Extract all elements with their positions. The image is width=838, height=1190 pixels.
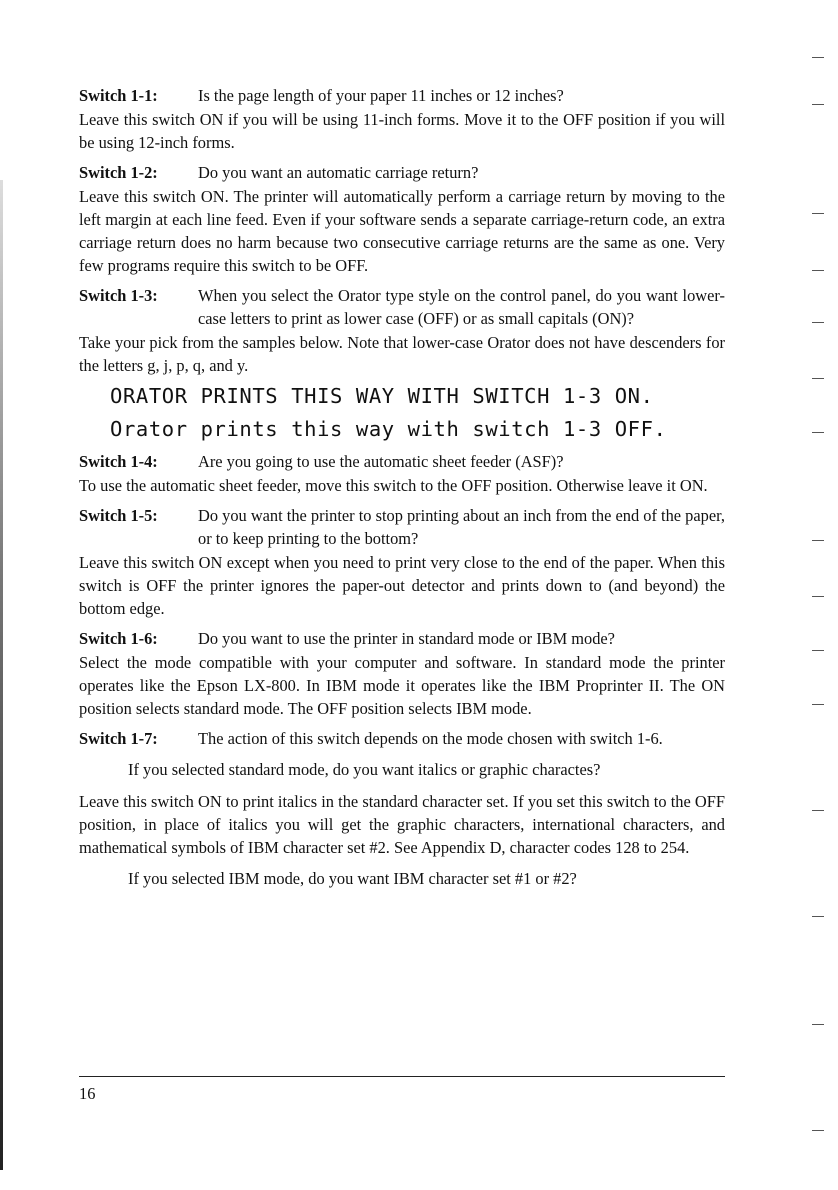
- switch-answer: Leave this switch ON. The printer will automatically perform a carriage return by moving to the left margin at each line feed. Even if your software sends a separate carriage-return code, an extra carriage return does no harm because two consecutive carriage returns are the same as one. Very few programs require this switch to be OFF.: [79, 187, 725, 275]
- switch-1-5-heading: [79, 504, 725, 550]
- scan-margin-marks: [810, 0, 830, 1190]
- ibm-mode-question: If you selected IBM mode, do you want IBM character set #1 or #2?: [128, 869, 577, 888]
- margin-tick: [812, 1130, 824, 1131]
- switch-question: Do you want the printer to stop printing about an inch from the end of the paper, or to keep printing to the bottom?: [198, 506, 725, 548]
- margin-tick: [812, 104, 824, 105]
- margin-tick: [812, 1024, 824, 1025]
- switch-question: When you select the Orator type style on the control panel, do you want lower-case letters to print as lower case (OFF) or as small capitals (ON)?: [198, 286, 725, 328]
- switch-label: Switch 1-3:: [79, 286, 158, 305]
- switch-1-3-heading: [79, 284, 725, 330]
- margin-tick: [812, 596, 824, 597]
- switch-answer: Leave this switch ON if you will be using 11-inch forms. Move it to the OFF position if you will be using 12-inch forms.: [79, 110, 725, 152]
- switch-1-6-heading: [79, 627, 725, 650]
- margin-tick: [812, 322, 824, 323]
- margin-tick: [812, 810, 824, 811]
- scan-left-edge: [0, 180, 3, 1170]
- margin-tick: [812, 213, 824, 214]
- margin-tick: [812, 270, 824, 271]
- switch-question: Is the page length of your paper 11 inches or 12 inches?: [198, 86, 564, 105]
- margin-tick: [812, 540, 824, 541]
- switch-label: Switch 1-2:: [79, 163, 158, 182]
- margin-tick: [812, 916, 824, 917]
- margin-tick: [812, 704, 824, 705]
- footer-rule: [79, 1076, 725, 1077]
- margin-tick: [812, 432, 824, 433]
- switch-label: Switch 1-6:: [79, 629, 158, 648]
- switch-answer: Leave this switch ON except when you need to print very close to the end of the paper. When this switch is OFF the printer ignores the paper-out detector and prints down to (and beyond) the bottom edge.: [79, 553, 725, 618]
- switch-question: Do you want to use the printer in standard mode or IBM mode?: [198, 629, 615, 648]
- margin-tick: [812, 378, 824, 379]
- switch-question: The action of this switch depends on the mode chosen with switch 1-6.: [198, 729, 663, 748]
- switch-label: Switch 1-4:: [79, 452, 158, 471]
- margin-tick: [812, 650, 824, 651]
- switch-label: Switch 1-7:: [79, 729, 158, 748]
- orator-sample-off: Orator prints this way with switch 1-3 OFF.: [110, 417, 667, 441]
- switch-answer: Select the mode compatible with your computer and software. In standard mode the printer operates like the Epson LX-800. In IBM mode it operates like the IBM Proprinter II. The ON position selects standard mode. The OFF position selects IBM mode.: [79, 653, 725, 718]
- switch-1-2-heading: [79, 161, 725, 184]
- switch-1-4-heading: [79, 450, 725, 473]
- switch-answer: Leave this switch ON to print italics in the standard character set. If you set this switch to the OFF position, in place of italics you will get the graphic characters, international characters, and mathematical symbols of IBM character set #2. See Appendix D, character codes 128 to 254.: [79, 792, 725, 857]
- page-number: 16: [79, 1084, 96, 1103]
- switch-label: Switch 1-5:: [79, 506, 158, 525]
- page-body: [79, 84, 725, 890]
- switch-question: Are you going to use the automatic sheet feeder (ASF)?: [198, 452, 564, 471]
- switch-1-7-heading: [79, 727, 725, 750]
- switch-label: Switch 1-1:: [79, 86, 158, 105]
- switch-1-1-heading: [79, 84, 725, 107]
- orator-sample-on: ORATOR PRINTS THIS WAY WITH SWITCH 1-3 ON.: [110, 384, 654, 408]
- switch-answer: To use the automatic sheet feeder, move this switch to the OFF position. Otherwise leave it ON.: [79, 476, 708, 495]
- switch-question: Do you want an automatic carriage return?: [198, 163, 479, 182]
- standard-mode-question: If you selected standard mode, do you want italics or graphic charactes?: [128, 760, 601, 779]
- switch-answer: Take your pick from the samples below. Note that lower-case Orator does not have descenders for the letters g, j, p, q, and y.: [79, 333, 725, 375]
- margin-tick: [812, 57, 824, 58]
